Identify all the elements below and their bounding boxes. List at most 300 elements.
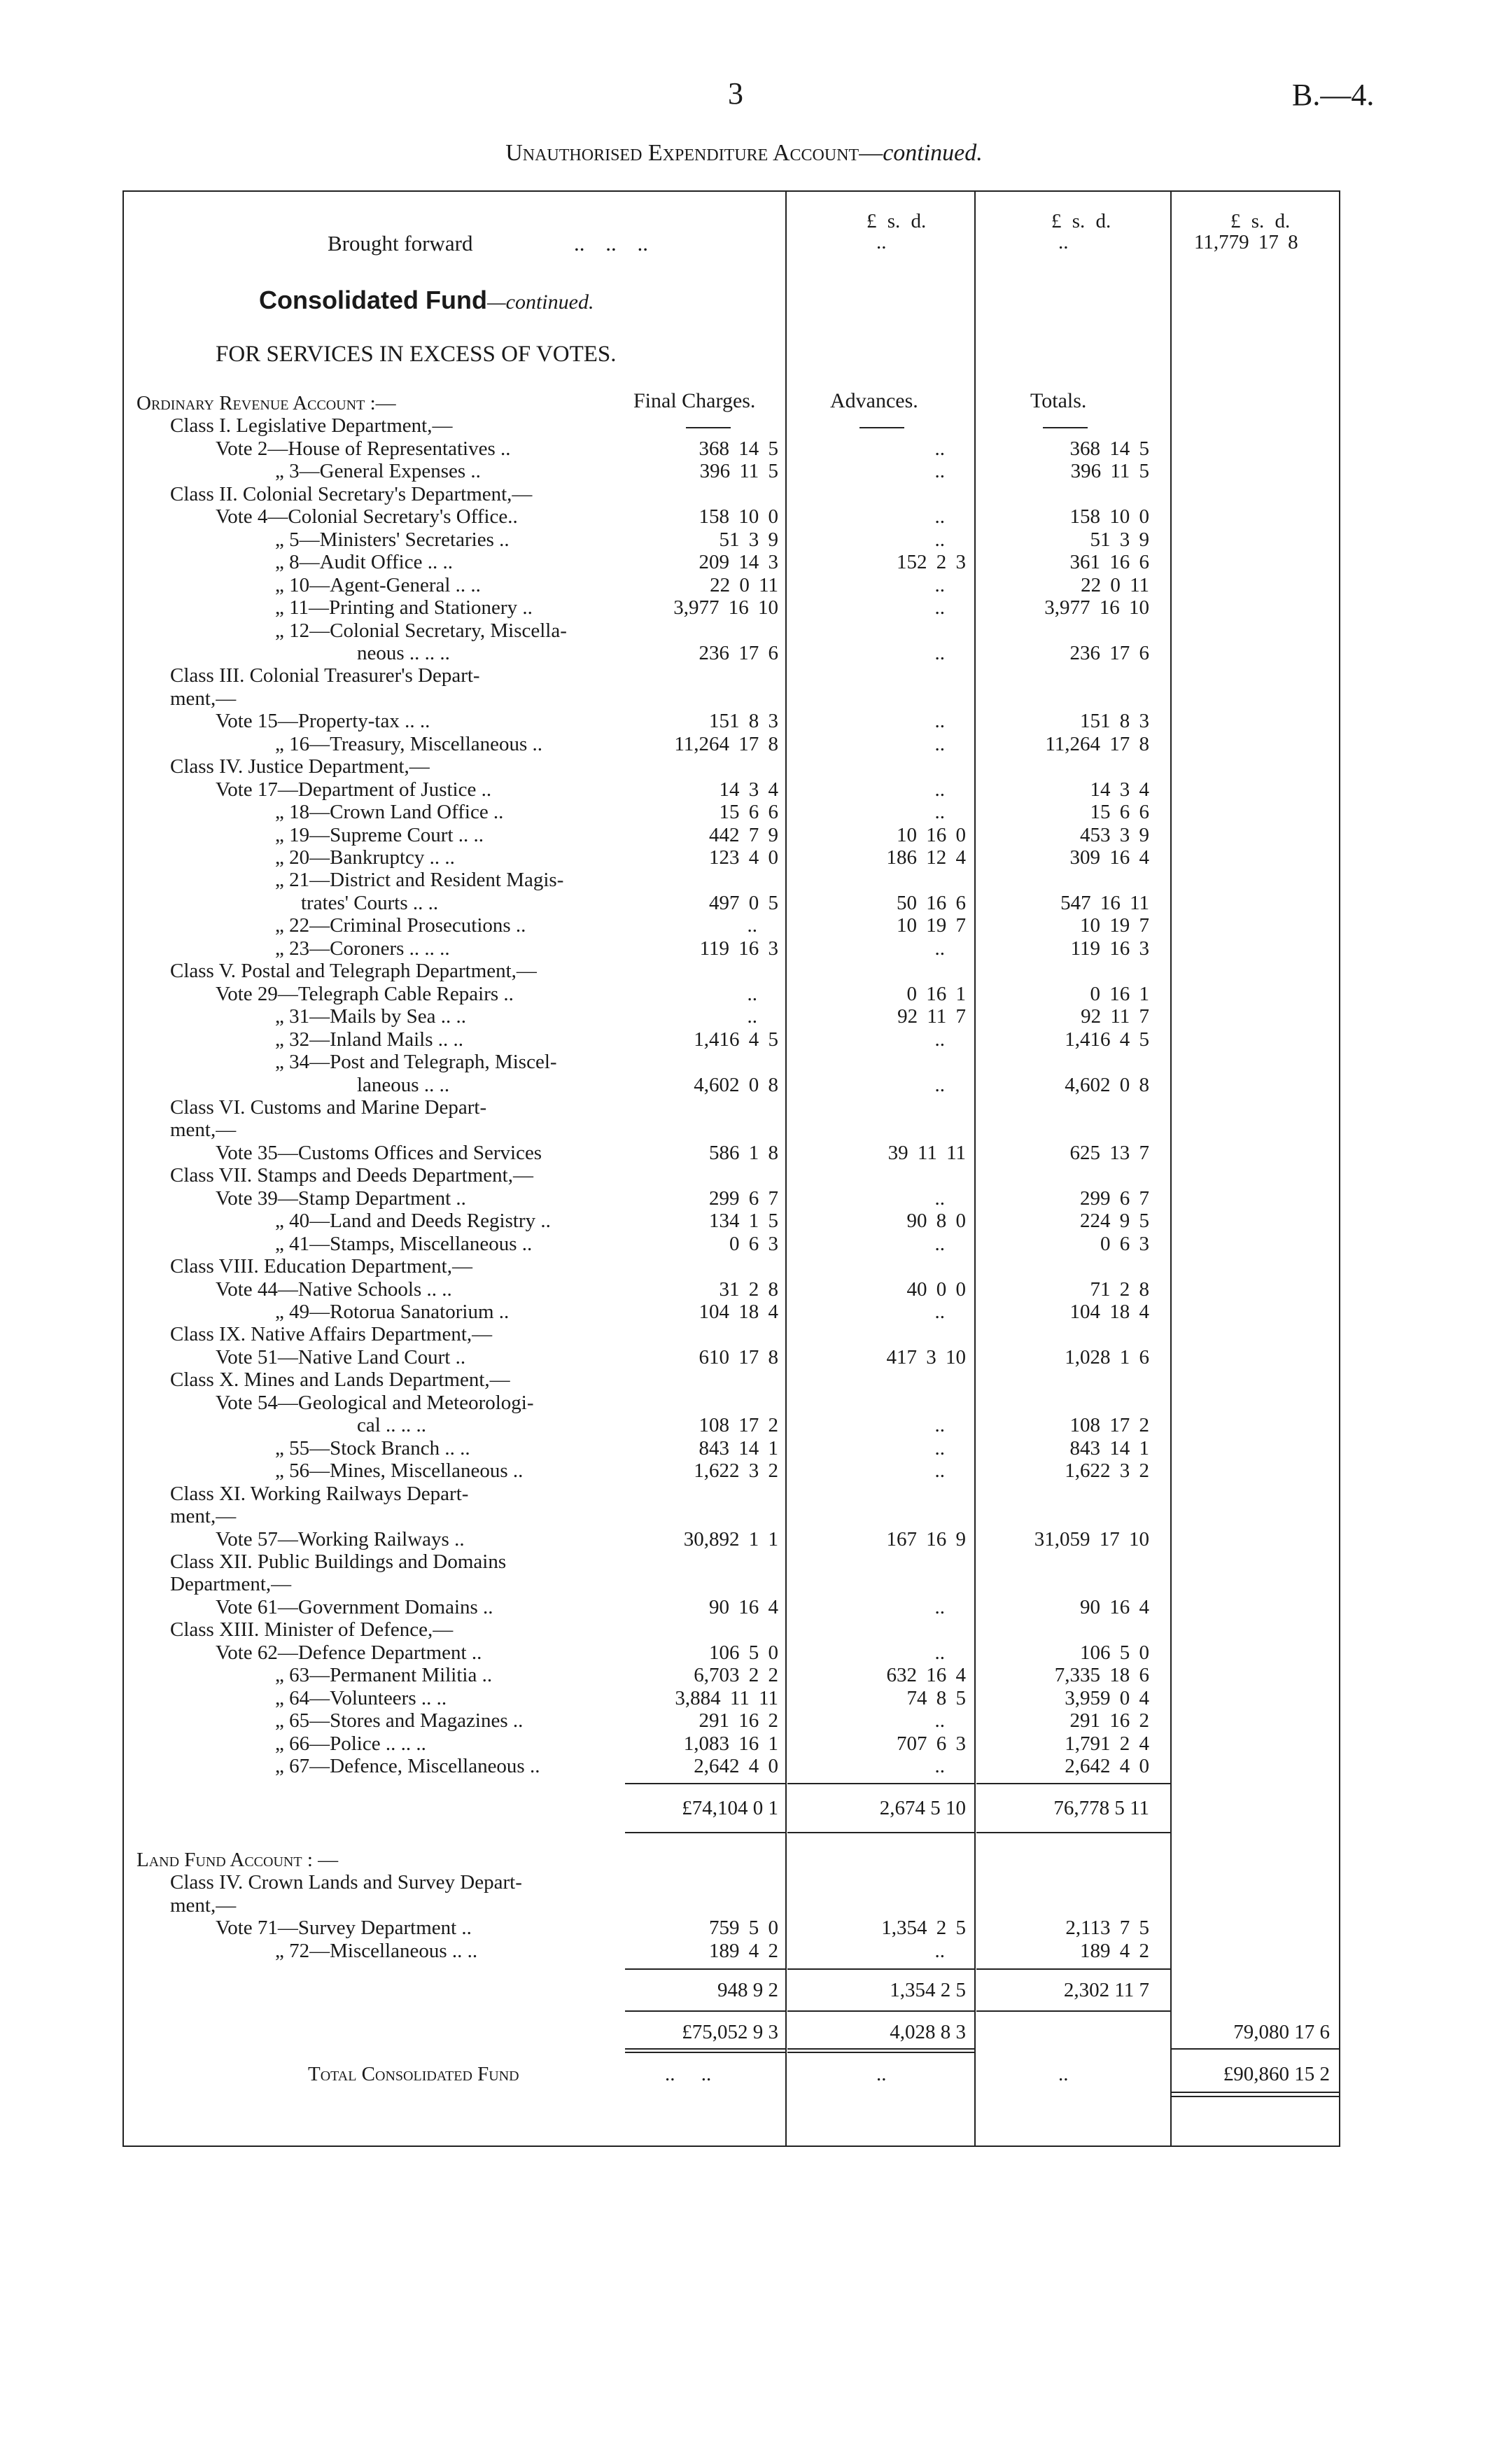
table-row bbox=[0, 778, 1488, 802]
row-totals: 2,113 7 5 bbox=[1065, 1917, 1149, 1940]
grand-subtotal-final: £75,052 9 3 bbox=[682, 2021, 778, 2043]
row-label: „ 40—Land and Deeds Registry .. bbox=[275, 1210, 551, 1233]
table-row bbox=[0, 892, 1488, 915]
row-totals: 119 16 3 bbox=[1070, 937, 1149, 960]
row-advances: 40 0 0 bbox=[906, 1278, 966, 1301]
row-final-charges: 396 11 5 bbox=[699, 460, 778, 483]
row-totals: 106 5 0 bbox=[1080, 1641, 1149, 1664]
row-advances: .. bbox=[934, 1186, 945, 1210]
row-label: „ 21—District and Resident Magis- bbox=[275, 869, 564, 892]
row-final-charges: 3,884 11 11 bbox=[675, 1686, 778, 1709]
row-label: Ordinary Revenue Account :— bbox=[136, 392, 396, 414]
row-totals: 453 3 9 bbox=[1080, 823, 1149, 846]
total-consolidated-dots: .. .. bbox=[665, 2063, 712, 2085]
table-row bbox=[0, 1346, 1488, 1369]
table-row bbox=[0, 846, 1488, 869]
table-row bbox=[0, 1709, 1488, 1732]
row-label: Vote 61—Government Domains .. bbox=[216, 1595, 493, 1618]
row-label: „ 56—Mines, Miscellaneous .. bbox=[275, 1460, 524, 1483]
document-reference: B.—4. bbox=[1292, 78, 1375, 112]
table-row bbox=[0, 1368, 1488, 1392]
row-label: ment,— bbox=[170, 687, 237, 710]
row-advances: .. bbox=[934, 437, 945, 460]
table-row bbox=[0, 1301, 1488, 1324]
row-totals: 15 6 6 bbox=[1090, 801, 1149, 824]
table-row bbox=[0, 1051, 1488, 1074]
row-advances: .. bbox=[934, 1301, 945, 1323]
subtotal-rule bbox=[625, 2010, 786, 2012]
row-advances: .. bbox=[934, 1641, 945, 1664]
row-totals: 11,264 17 8 bbox=[1045, 732, 1149, 755]
brought-forward-dots: .. .. .. bbox=[574, 231, 648, 255]
row-label: Vote 2—House of Representatives .. bbox=[216, 437, 511, 460]
subtotal-rule bbox=[625, 1783, 786, 1784]
row-advances: 10 16 0 bbox=[897, 823, 966, 846]
row-advances: .. bbox=[934, 778, 945, 801]
row-label: „ 20—Bankruptcy .. .. bbox=[275, 846, 455, 869]
row-label: Vote 15—Property-tax .. .. bbox=[216, 710, 430, 733]
row-label: „ 31—Mails by Sea .. .. bbox=[275, 1005, 467, 1028]
fund-heading-name: Consolidated Fund bbox=[259, 286, 487, 314]
row-final-charges: 90 16 4 bbox=[709, 1595, 778, 1618]
row-totals: 625 13 7 bbox=[1069, 1141, 1149, 1164]
row-label: Class VIII. Education Department,— bbox=[170, 1255, 472, 1278]
row-label: Vote 57—Working Railways .. bbox=[216, 1527, 465, 1550]
row-final-charges: 51 3 9 bbox=[719, 528, 778, 551]
row-advances: .. bbox=[934, 641, 945, 664]
row-label: Class V. Postal and Telegraph Department,— bbox=[170, 960, 537, 983]
table-row bbox=[0, 710, 1488, 733]
row-label: „ 41—Stamps, Miscellaneous .. bbox=[275, 1232, 533, 1255]
table-row bbox=[0, 596, 1488, 620]
row-final-charges: 586 1 8 bbox=[709, 1141, 778, 1164]
table-row bbox=[0, 1732, 1488, 1756]
table-row bbox=[0, 687, 1488, 710]
row-totals: 0 6 3 bbox=[1100, 1232, 1149, 1255]
row-totals: 1,416 4 5 bbox=[1065, 1028, 1149, 1051]
row-label: laneous .. .. bbox=[357, 1073, 450, 1096]
row-label: Vote 54—Geological and Meteorologi- bbox=[216, 1391, 534, 1414]
row-label: „ 67—Defence, Miscellaneous .. bbox=[275, 1755, 540, 1777]
row-label: Department,— bbox=[170, 1573, 292, 1596]
row-advances: .. bbox=[934, 1028, 945, 1051]
row-final-charges: 15 6 6 bbox=[719, 801, 778, 824]
lsd-header-summary: £ s. d. bbox=[1230, 210, 1291, 232]
double-rule bbox=[1172, 2092, 1340, 2093]
subtotal-rule bbox=[976, 2010, 1171, 2012]
row-final-charges: 11,264 17 8 bbox=[674, 732, 778, 755]
row-final-charges: 123 4 0 bbox=[709, 846, 778, 869]
row-advances: .. bbox=[934, 596, 945, 620]
row-advances: 707 6 3 bbox=[897, 1732, 966, 1755]
row-label: ment,— bbox=[170, 1505, 237, 1528]
total-consolidated-advances: .. bbox=[876, 2063, 887, 2085]
row-final-charges: 14 3 4 bbox=[719, 778, 778, 801]
row-label: „ 65—Stores and Magazines .. bbox=[275, 1709, 524, 1732]
row-totals: 10 19 7 bbox=[1080, 914, 1149, 937]
row-label: Vote 51—Native Land Court .. bbox=[216, 1345, 466, 1368]
table-row bbox=[0, 1618, 1488, 1642]
row-final-charges: 104 18 4 bbox=[699, 1301, 778, 1323]
table-row bbox=[0, 869, 1488, 892]
subtotal-rule bbox=[787, 1968, 975, 1970]
table-row bbox=[0, 460, 1488, 483]
row-advances: .. bbox=[934, 801, 945, 824]
row-final-charges: 30,892 1 1 bbox=[683, 1527, 778, 1550]
page-number: 3 bbox=[728, 76, 743, 111]
row-totals: 3,977 16 10 bbox=[1044, 596, 1149, 620]
row-advances: .. bbox=[934, 937, 945, 960]
double-rule bbox=[1172, 2096, 1340, 2097]
row-advances: .. bbox=[934, 1232, 945, 1255]
fund-heading-continued: —continued. bbox=[486, 290, 594, 314]
row-label: „ 19—Supreme Court .. .. bbox=[275, 823, 484, 846]
subtotal-rule bbox=[625, 1968, 786, 1970]
row-totals: 104 18 4 bbox=[1069, 1301, 1149, 1323]
row-label: Vote 71—Survey Department .. bbox=[216, 1917, 472, 1940]
table-row bbox=[0, 1940, 1488, 1963]
table-row bbox=[0, 1255, 1488, 1278]
row-label: „ 63—Permanent Militia .. bbox=[275, 1664, 493, 1687]
row-label: Vote 39—Stamp Department .. bbox=[216, 1186, 466, 1210]
row-final-charges: .. bbox=[747, 914, 757, 937]
table-row bbox=[0, 1392, 1488, 1415]
row-label: Class X. Mines and Lands Department,— bbox=[170, 1368, 510, 1392]
subtotal-rule bbox=[787, 2010, 975, 2012]
row-final-charges: 610 17 8 bbox=[699, 1345, 778, 1368]
table-row bbox=[0, 1917, 1488, 1940]
row-totals: 309 16 4 bbox=[1069, 846, 1149, 869]
row-advances: .. bbox=[934, 732, 945, 755]
brought-forward-totals: .. bbox=[1058, 231, 1069, 253]
row-final-charges: 6,703 2 2 bbox=[694, 1664, 778, 1687]
row-totals: 108 17 2 bbox=[1069, 1414, 1149, 1437]
table-row bbox=[0, 483, 1488, 506]
table-row bbox=[0, 1414, 1488, 1437]
subtotal-rule bbox=[1172, 2048, 1340, 2050]
row-label: Class III. Colonial Treasurer's Depart- bbox=[170, 664, 480, 687]
table-row bbox=[0, 801, 1488, 824]
table-bottom-rule bbox=[122, 2146, 1340, 2147]
table-row bbox=[0, 960, 1488, 983]
row-label: „ 10—Agent-General .. .. bbox=[275, 573, 481, 596]
row-label: Vote 35—Customs Offices and Services bbox=[216, 1141, 542, 1164]
row-totals: 1,791 2 4 bbox=[1065, 1732, 1149, 1755]
row-totals: 3,959 0 4 bbox=[1065, 1686, 1149, 1709]
table-row bbox=[0, 1894, 1488, 1917]
row-advances: .. bbox=[934, 573, 945, 596]
row-advances: 50 16 6 bbox=[897, 891, 966, 914]
table-top-rule bbox=[122, 190, 1340, 192]
land-total-final: 948 9 2 bbox=[717, 1979, 778, 2001]
row-advances: 39 11 11 bbox=[887, 1141, 966, 1164]
row-advances: 0 16 1 bbox=[906, 982, 966, 1005]
row-advances: .. bbox=[934, 1939, 945, 1962]
row-advances: .. bbox=[934, 1709, 945, 1732]
table-row bbox=[0, 914, 1488, 937]
row-advances: 90 8 0 bbox=[906, 1210, 966, 1233]
row-label: „ 18—Crown Land Office .. bbox=[275, 801, 504, 824]
lsd-header-advances: £ s. d. bbox=[866, 210, 927, 232]
row-label: „ 49—Rotorua Sanatorium .. bbox=[275, 1301, 510, 1323]
row-label: Class IV. Crown Lands and Survey Depart- bbox=[170, 1871, 522, 1894]
row-final-charges: 3,977 16 10 bbox=[673, 596, 778, 620]
row-label: „ 34—Post and Telegraph, Miscel- bbox=[275, 1051, 557, 1074]
table-row bbox=[0, 1187, 1488, 1210]
table-row bbox=[0, 1142, 1488, 1165]
row-label: Vote 44—Native Schools .. .. bbox=[216, 1278, 452, 1301]
row-advances: .. bbox=[934, 1755, 945, 1777]
row-final-charges: 1,416 4 5 bbox=[694, 1028, 778, 1051]
row-advances: .. bbox=[934, 1460, 945, 1483]
row-advances: 10 19 7 bbox=[897, 914, 966, 937]
row-final-charges: 1,622 3 2 bbox=[694, 1460, 778, 1483]
row-label: „ 55—Stock Branch .. .. bbox=[275, 1436, 470, 1460]
row-label: „ 64—Volunteers .. .. bbox=[275, 1686, 447, 1709]
table-row bbox=[0, 1664, 1488, 1687]
table-row bbox=[0, 1687, 1488, 1710]
table-row bbox=[0, 1528, 1488, 1551]
table-row bbox=[0, 1573, 1488, 1596]
row-label: Land Fund Account : — bbox=[136, 1849, 339, 1871]
row-label: „ 22—Criminal Prosecutions .. bbox=[275, 914, 526, 937]
row-totals: 1,622 3 2 bbox=[1065, 1460, 1149, 1483]
row-totals: 158 10 0 bbox=[1069, 505, 1149, 528]
table-row bbox=[0, 1233, 1488, 1256]
row-final-charges: 22 0 11 bbox=[710, 573, 778, 596]
row-label: cal .. .. .. bbox=[357, 1414, 427, 1437]
row-totals: 4,602 0 8 bbox=[1065, 1073, 1149, 1096]
row-totals: 51 3 9 bbox=[1090, 528, 1149, 551]
table-row bbox=[0, 528, 1488, 552]
grand-subtotal-advances: 4,028 8 3 bbox=[890, 2021, 966, 2043]
ordinary-total-advances: 2,674 5 10 bbox=[879, 1797, 966, 1819]
row-final-charges: 108 17 2 bbox=[699, 1414, 778, 1437]
row-totals: 299 6 7 bbox=[1080, 1186, 1149, 1210]
row-label: „ 11—Printing and Stationery .. bbox=[275, 596, 533, 620]
row-totals: 396 11 5 bbox=[1070, 460, 1149, 483]
row-final-charges: 0 6 3 bbox=[729, 1232, 778, 1255]
section-rule bbox=[976, 1832, 1171, 1833]
lsd-header-totals: £ s. d. bbox=[1051, 210, 1111, 232]
table-row bbox=[0, 824, 1488, 847]
row-final-charges: 209 14 3 bbox=[699, 551, 778, 574]
table-row bbox=[0, 937, 1488, 960]
subtotal-rule bbox=[787, 2052, 975, 2053]
row-label: Class IV. Justice Department,— bbox=[170, 755, 430, 778]
row-advances: 167 16 9 bbox=[886, 1527, 966, 1550]
row-totals: 189 4 2 bbox=[1080, 1939, 1149, 1962]
table-row bbox=[0, 1119, 1488, 1142]
row-totals: 291 16 2 bbox=[1069, 1709, 1149, 1732]
row-final-charges: 134 1 5 bbox=[709, 1210, 778, 1233]
row-label: Class VII. Stamps and Deeds Department,— bbox=[170, 1164, 533, 1187]
row-label: „ 16—Treasury, Miscellaneous .. bbox=[275, 732, 543, 755]
table-row bbox=[0, 1028, 1488, 1051]
row-totals: 14 3 4 bbox=[1090, 778, 1149, 801]
row-label: Class IX. Native Affairs Department,— bbox=[170, 1323, 493, 1346]
row-label: „ 5—Ministers' Secretaries .. bbox=[275, 528, 510, 551]
brought-forward-advances: .. bbox=[876, 231, 887, 253]
row-totals: 368 14 5 bbox=[1069, 437, 1149, 460]
row-advances: 152 2 3 bbox=[897, 551, 966, 574]
fund-heading bbox=[259, 286, 594, 315]
row-advances: 92 11 7 bbox=[897, 1005, 966, 1028]
table-row bbox=[0, 642, 1488, 665]
row-advances: .. bbox=[934, 1436, 945, 1460]
page-title bbox=[0, 140, 1488, 167]
row-final-charges: 442 7 9 bbox=[709, 823, 778, 846]
row-advances: .. bbox=[934, 460, 945, 483]
row-label: „ 8—Audit Office .. .. bbox=[275, 551, 453, 574]
row-totals: 90 16 4 bbox=[1080, 1595, 1149, 1618]
row-label: Class XII. Public Buildings and Domains bbox=[170, 1550, 507, 1573]
row-final-charges: 759 5 0 bbox=[709, 1917, 778, 1940]
brought-forward-amount: 11,779 17 8 bbox=[1194, 231, 1298, 253]
totals-header: Totals. bbox=[1030, 389, 1087, 412]
row-label: „ 23—Coroners .. .. .. bbox=[275, 937, 450, 960]
row-label: Class I. Legislative Department,— bbox=[170, 414, 453, 438]
row-final-charges: 843 14 1 bbox=[699, 1436, 778, 1460]
table-row bbox=[0, 1164, 1488, 1187]
row-advances: 417 3 10 bbox=[886, 1345, 966, 1368]
row-final-charges: 497 0 5 bbox=[709, 891, 778, 914]
row-final-charges: 119 16 3 bbox=[699, 937, 778, 960]
row-label: Vote 62—Defence Department .. bbox=[216, 1641, 482, 1664]
row-final-charges: 31 2 8 bbox=[719, 1278, 778, 1301]
row-label: „ 32—Inland Mails .. .. bbox=[275, 1028, 464, 1051]
final-charges-header: Final Charges. bbox=[633, 389, 756, 412]
subtotal-rule bbox=[976, 1968, 1171, 1970]
row-final-charges: 299 6 7 bbox=[709, 1186, 778, 1210]
row-advances: .. bbox=[934, 505, 945, 528]
section-rule bbox=[625, 1832, 786, 1833]
row-label: Class VI. Customs and Marine Depart- bbox=[170, 1096, 487, 1119]
row-totals: 22 0 11 bbox=[1081, 573, 1149, 596]
row-totals: 71 2 8 bbox=[1090, 1278, 1149, 1301]
table-row bbox=[0, 574, 1488, 597]
row-advances: .. bbox=[934, 710, 945, 733]
row-final-charges: 368 14 5 bbox=[699, 437, 778, 460]
row-final-charges: 291 16 2 bbox=[699, 1709, 778, 1732]
table-row bbox=[0, 392, 1488, 415]
ordinary-total-final: £74,104 0 1 bbox=[682, 1797, 778, 1819]
table-row bbox=[0, 1096, 1488, 1119]
row-final-charges: 151 8 3 bbox=[709, 710, 778, 733]
row-totals: 843 14 1 bbox=[1069, 1436, 1149, 1460]
total-consolidated-amount: £90,860 15 2 bbox=[1223, 2063, 1330, 2085]
services-heading: FOR SERVICES IN EXCESS OF VOTES. bbox=[216, 342, 617, 367]
row-final-charges: .. bbox=[747, 1005, 757, 1028]
table-row bbox=[0, 551, 1488, 574]
advances-header: Advances. bbox=[830, 389, 918, 412]
ordinary-total-totals: 76,778 5 11 bbox=[1053, 1797, 1149, 1819]
row-label: trates' Courts .. .. bbox=[301, 891, 439, 914]
row-label: Class II. Colonial Secretary's Department,— bbox=[170, 482, 533, 505]
row-advances: 1,354 2 5 bbox=[881, 1917, 966, 1940]
row-totals: 1,028 1 6 bbox=[1065, 1345, 1149, 1368]
table-row bbox=[0, 733, 1488, 756]
row-totals: 0 16 1 bbox=[1090, 982, 1149, 1005]
subtotal-rule bbox=[625, 2052, 786, 2053]
table-row bbox=[0, 1596, 1488, 1619]
row-label: neous .. .. .. bbox=[357, 641, 450, 664]
table-row bbox=[0, 414, 1488, 438]
row-label: ment,— bbox=[170, 1119, 237, 1142]
land-total-advances: 1,354 2 5 bbox=[890, 1979, 966, 2001]
row-final-charges: 106 5 0 bbox=[709, 1641, 778, 1664]
page-title-main: Unauthorised Expenditure Account— bbox=[505, 140, 883, 166]
row-advances: .. bbox=[934, 528, 945, 551]
row-label: Vote 4—Colonial Secretary's Office.. bbox=[216, 505, 518, 528]
table-row bbox=[0, 1005, 1488, 1028]
table-row bbox=[0, 1074, 1488, 1097]
row-final-charges: 189 4 2 bbox=[709, 1939, 778, 1962]
row-label: Vote 29—Telegraph Cable Repairs .. bbox=[216, 982, 514, 1005]
table-row bbox=[0, 983, 1488, 1006]
total-consolidated-label: Total Consolidated Fund bbox=[308, 2063, 519, 2085]
subtotal-rule bbox=[976, 1783, 1171, 1784]
page-title-continued: continued. bbox=[883, 140, 983, 166]
row-label: „ 66—Police .. .. .. bbox=[275, 1732, 426, 1755]
subtotal-rule bbox=[625, 2048, 786, 2050]
row-label: Class XI. Working Railways Depart- bbox=[170, 1482, 469, 1505]
table-row bbox=[0, 1278, 1488, 1301]
row-advances: .. bbox=[934, 1073, 945, 1096]
row-advances: 186 12 4 bbox=[886, 846, 966, 869]
table-row bbox=[0, 1210, 1488, 1233]
section-rule bbox=[787, 1832, 975, 1833]
table-row bbox=[0, 505, 1488, 528]
table-row bbox=[0, 1755, 1488, 1778]
row-advances: .. bbox=[934, 1595, 945, 1618]
row-totals: 236 17 6 bbox=[1069, 641, 1149, 664]
subtotal-rule bbox=[787, 1783, 975, 1784]
row-advances: 74 8 5 bbox=[906, 1686, 966, 1709]
row-final-charges: 158 10 0 bbox=[699, 505, 778, 528]
table-row bbox=[0, 1323, 1488, 1346]
row-label: „ 72—Miscellaneous .. .. bbox=[275, 1939, 478, 1962]
table-row bbox=[0, 620, 1488, 643]
row-totals: 7,335 18 6 bbox=[1054, 1664, 1149, 1687]
row-advances: .. bbox=[934, 1414, 945, 1437]
table-row bbox=[0, 1483, 1488, 1506]
row-final-charges: 4,602 0 8 bbox=[694, 1073, 778, 1096]
row-label: Class XIII. Minister of Defence,— bbox=[170, 1618, 454, 1642]
subtotal-rule bbox=[787, 2048, 975, 2050]
row-final-charges: .. bbox=[747, 982, 757, 1005]
row-label: ment,— bbox=[170, 1893, 237, 1917]
row-totals: 151 8 3 bbox=[1080, 710, 1149, 733]
row-totals: 547 16 11 bbox=[1060, 891, 1149, 914]
row-advances: 632 16 4 bbox=[886, 1664, 966, 1687]
row-final-charges: 2,642 4 0 bbox=[694, 1755, 778, 1777]
row-label: „ 3—General Expenses .. bbox=[275, 460, 481, 483]
row-final-charges: 236 17 6 bbox=[699, 641, 778, 664]
table-row bbox=[0, 1849, 1488, 1872]
grand-subtotal-summary: 79,080 17 6 bbox=[1233, 2021, 1330, 2043]
table-row bbox=[0, 664, 1488, 687]
table-row bbox=[0, 1437, 1488, 1460]
table-row bbox=[0, 1871, 1488, 1894]
row-final-charges: 1,083 16 1 bbox=[683, 1732, 778, 1755]
table-row bbox=[0, 1460, 1488, 1483]
row-totals: 2,642 4 0 bbox=[1065, 1755, 1149, 1777]
land-total-totals: 2,302 11 7 bbox=[1063, 1979, 1149, 2001]
row-totals: 361 16 6 bbox=[1069, 551, 1149, 574]
table-row bbox=[0, 438, 1488, 461]
row-totals: 92 11 7 bbox=[1081, 1005, 1149, 1028]
